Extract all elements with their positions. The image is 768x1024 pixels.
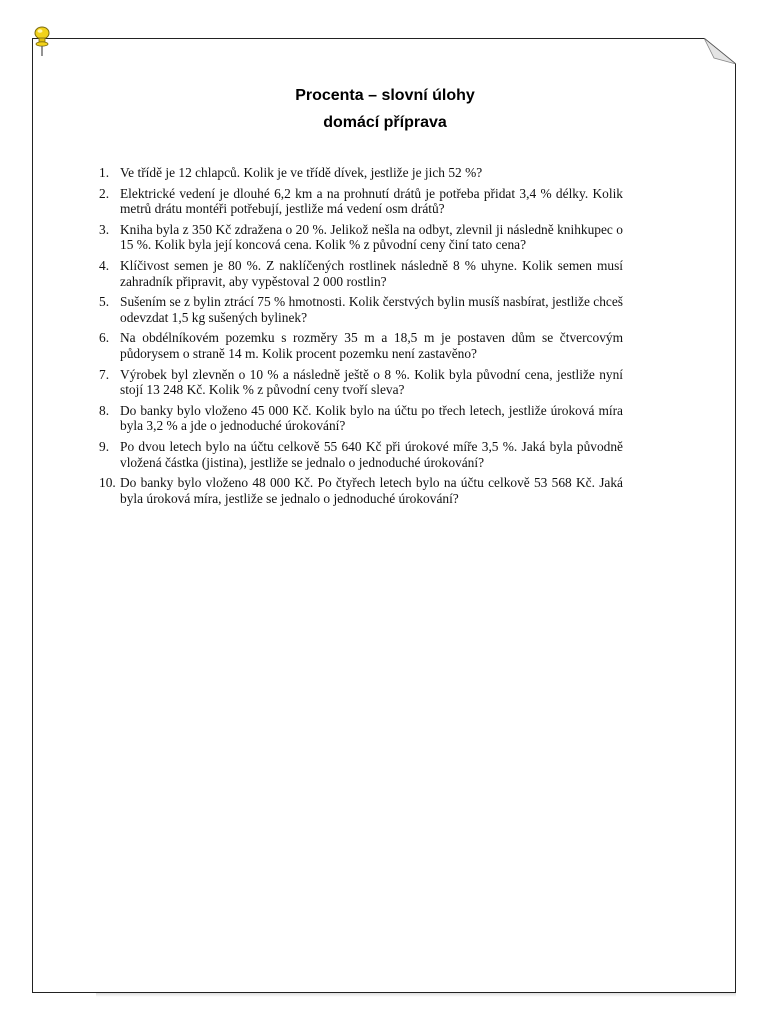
page-curl-icon	[704, 38, 736, 64]
task-text: Po dvou letech bylo na účtu celkově 55 640 Kč při úrokové míře 3,5 %. Jaká byla původně vložená částka (jistina), jestliže se jednalo o jednoduché úrokování?	[120, 438, 623, 470]
task-text: Elektrické vedení je dlouhé 6,2 km a na prohnutí drátů je potřeba přidat 3,4 % délky. Kolik metrů drátu montéři potřebují, jestliže má vedení osm drátů?	[120, 185, 623, 217]
task-item	[99, 294, 623, 325]
task-text: Do banky bylo vloženo 45 000 Kč. Kolik bylo na účtu po třech letech, jestliže úroková míra byla 3,2 % a jde o jednoduché úrokování?	[120, 402, 623, 434]
task-item	[99, 403, 623, 434]
document-page	[32, 38, 736, 993]
task-number: 6.	[99, 330, 110, 346]
task-text: Klíčivost semen je 80 %. Z naklíčených rostlinek následně 8 % uhyne. Kolik semen musí zahradník připravit, aby vypěstoval 2 000 rostlin?	[120, 257, 623, 289]
page-shadow	[96, 993, 736, 997]
task-item	[99, 367, 623, 398]
task-number: 3.	[99, 221, 110, 237]
task-number: 9.	[99, 438, 110, 454]
task-text: Do banky bylo vloženo 48 000 Kč. Po čtyřech letech bylo na účtu celkově 53 568 Kč. Jaká byla úroková míra, jestliže se jednalo o jednoduché úrokování?	[120, 475, 623, 506]
task-number: 8.	[99, 402, 110, 418]
task-text: Sušením se z bylin ztrácí 75 % hmotnosti. Kolik čerstvých bylin musíš nasbírat, jestliže chceš odevzdat 1,5 kg sušených bylinek?	[120, 294, 623, 325]
task-number: 1.	[99, 165, 110, 180]
task-list	[99, 165, 623, 511]
task-text: Kniha byla z 350 Kč zdražena o 20 %. Jelikož nešla na odbyt, zlevnil ji následně knihkupec o 15 %. Kolik byla její koncová cena. Kolik % z původní ceny činí tato cena?	[120, 221, 623, 253]
task-item	[99, 439, 623, 470]
task-item	[99, 475, 623, 506]
task-text: Na obdélníkovém pozemku s rozměry 35 m a 18,5 m je postaven dům se čtvercovým půdorysem o straně 14 m. Kolik procent pozemku není zastavěno?	[120, 330, 623, 361]
task-number: 2.	[99, 185, 110, 201]
document-title: Procenta – slovní úlohy	[295, 87, 475, 104]
task-number: 7.	[99, 366, 110, 382]
thumbtack-icon	[32, 26, 52, 58]
task-text: Ve třídě je 12 chlapců. Kolik je ve třídě dívek, jestliže je jich 52 %?	[120, 165, 483, 180]
task-number: 5.	[99, 294, 110, 310]
task-number: 4.	[99, 257, 110, 273]
task-item	[99, 258, 623, 289]
document-subtitle: domácí příprava	[323, 114, 447, 131]
task-item	[99, 165, 623, 181]
task-number: 10.	[99, 475, 116, 491]
task-item	[99, 186, 623, 217]
task-text: Výrobek byl zlevněn o 10 % a následně ještě o 8 %. Kolik byla původní cena, jestliže nyní stojí 13 248 Kč. Kolik % z původní ceny tvoří sleva?	[120, 366, 623, 398]
task-item	[99, 330, 623, 361]
task-item	[99, 222, 623, 253]
